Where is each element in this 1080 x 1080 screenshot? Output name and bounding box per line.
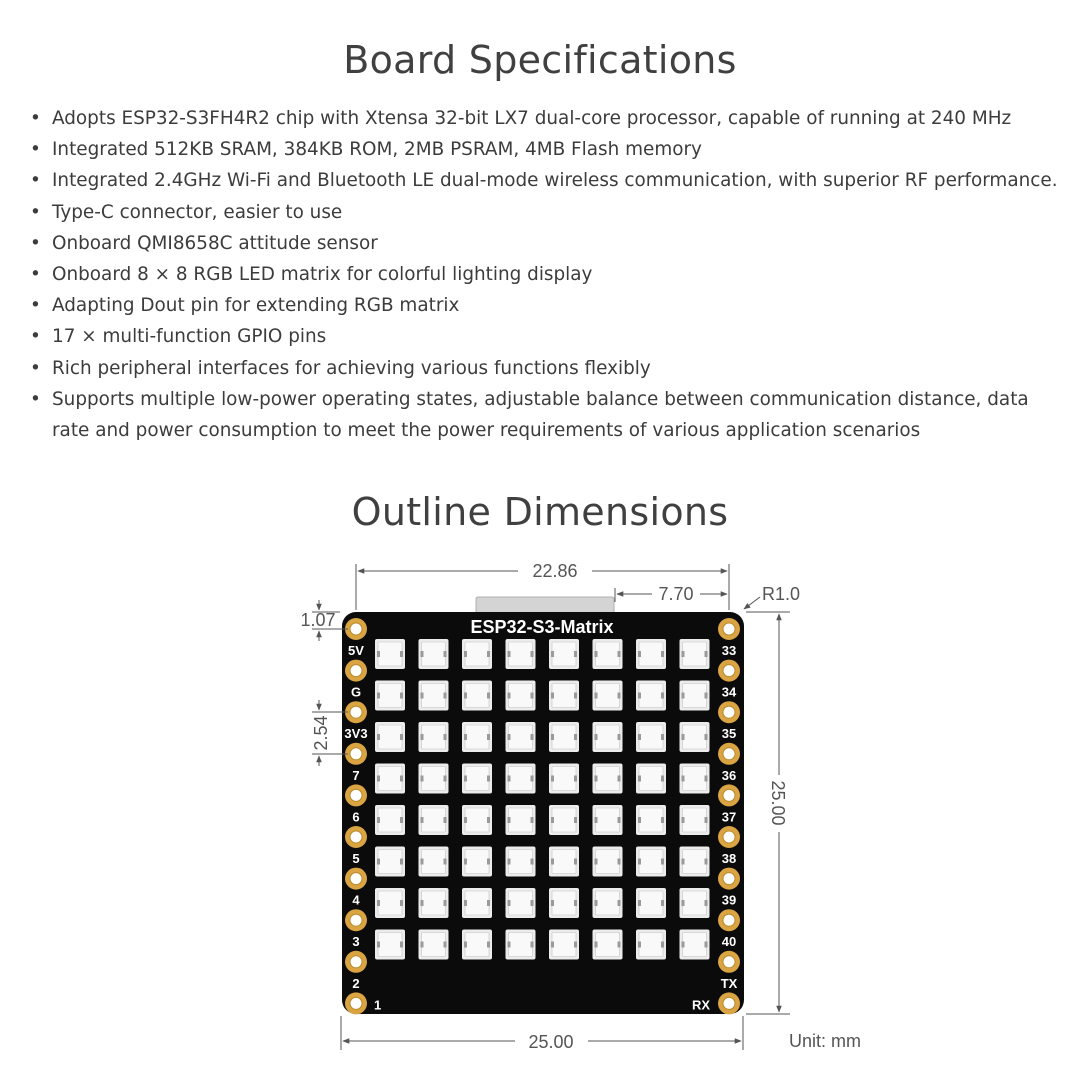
pin-label: 5V xyxy=(348,643,364,658)
rgb-led xyxy=(419,764,449,794)
dim-bottom-width: 25.00 xyxy=(528,1032,574,1052)
rgb-led xyxy=(506,764,536,794)
section-title-outline-dimensions: Outline Dimensions xyxy=(351,490,729,534)
rgb-led xyxy=(375,639,405,669)
rgb-led xyxy=(593,847,623,877)
rgb-led xyxy=(636,722,666,752)
pin-label: 3 xyxy=(352,934,360,950)
rgb-led xyxy=(506,930,536,960)
dim-pin-pitch: 2.54 xyxy=(311,715,331,751)
rgb-led xyxy=(593,639,623,669)
rgb-led xyxy=(419,722,449,752)
pin-label: RX xyxy=(691,997,710,1013)
rgb-led xyxy=(462,888,492,918)
rgb-led xyxy=(419,805,449,835)
rgb-led xyxy=(593,681,623,711)
pin-label: 36 xyxy=(721,767,737,783)
rgb-led xyxy=(636,930,666,960)
rgb-led xyxy=(680,722,710,752)
usb-c-connector xyxy=(476,597,614,613)
rgb-led xyxy=(506,722,536,752)
rgb-led xyxy=(506,639,536,669)
spec-list xyxy=(30,103,1060,446)
pin-label: TX xyxy=(720,975,738,991)
spec-item: • Rich peripheral interfaces for achieving various functions flexibly xyxy=(30,353,1060,384)
pin-label: 4 xyxy=(352,892,360,908)
rgb-led xyxy=(375,805,405,835)
pin-label: 1 xyxy=(374,997,382,1013)
rgb-led xyxy=(636,888,666,918)
rgb-led xyxy=(636,847,666,877)
rgb-led xyxy=(375,847,405,877)
board-name: ESP32-S3-Matrix xyxy=(470,617,614,637)
rgb-led xyxy=(375,681,405,711)
spec-item: • Integrated 2.4GHz Wi-Fi and Bluetooth LE dual-mode wireless communication, with superior RF performance. xyxy=(30,165,1060,196)
pin-label: 3V3 xyxy=(344,726,368,742)
dim-top-width: 22.86 xyxy=(532,561,578,581)
spec-item: • Supports multiple low-power operating states, adjustable balance between communication distance, data rate and power consumption to meet the power requirements of various application scenarios xyxy=(30,384,1060,446)
rgb-led xyxy=(549,764,579,794)
rgb-led xyxy=(506,805,536,835)
pin-label: 5 xyxy=(352,851,360,866)
rgb-led xyxy=(462,722,492,752)
spec-item: • Adopts ESP32-S3FH4R2 chip with Xtensa 32-bit LX7 dual-core processor, capable of running at 240 MHz xyxy=(30,103,1060,134)
rgb-led xyxy=(549,681,579,711)
rgb-led xyxy=(549,888,579,918)
pin-label: G xyxy=(350,684,362,700)
rgb-led xyxy=(462,805,492,835)
rgb-led xyxy=(549,639,579,669)
rgb-led xyxy=(593,764,623,794)
rgb-led xyxy=(636,805,666,835)
pin-label: 35 xyxy=(721,726,737,742)
rgb-led xyxy=(419,930,449,960)
spec-item: • Onboard QMI8658C attitude sensor xyxy=(30,228,1060,259)
rgb-led xyxy=(462,764,492,794)
pin-label: 39 xyxy=(721,892,737,908)
rgb-led xyxy=(680,639,710,669)
rgb-led xyxy=(462,681,492,711)
spec-item: • 17 × multi-function GPIO pins xyxy=(30,321,1060,352)
pin-label: 40 xyxy=(721,934,737,950)
pin-label: 2 xyxy=(352,975,360,991)
spec-item: • Integrated 512KB SRAM, 384KB ROM, 2MB PSRAM, 4MB Flash memory xyxy=(30,134,1060,165)
outline-dimensions-diagram xyxy=(0,540,1080,1080)
pin-label: 37 xyxy=(721,809,737,825)
rgb-led xyxy=(549,805,579,835)
unit-label: Unit: mm xyxy=(789,1031,861,1051)
rgb-led xyxy=(506,888,536,918)
rgb-led xyxy=(462,639,492,669)
dim-connector-offset: 7.70 xyxy=(658,584,694,604)
rgb-led xyxy=(419,847,449,877)
dim-top-margin: 1.07 xyxy=(300,610,336,630)
rgb-led xyxy=(593,930,623,960)
rgb-led xyxy=(375,888,405,918)
rgb-led xyxy=(506,847,536,877)
pin-label: 7 xyxy=(352,767,360,783)
rgb-led xyxy=(636,639,666,669)
rgb-led xyxy=(506,681,536,711)
rgb-led xyxy=(636,764,666,794)
rgb-led xyxy=(375,764,405,794)
dim-corner-radius: R1.0 xyxy=(762,584,801,604)
spec-item: • Adapting Dout pin for extending RGB matrix xyxy=(30,290,1060,321)
rgb-led xyxy=(680,847,710,877)
rgb-led xyxy=(549,722,579,752)
rgb-led xyxy=(593,888,623,918)
dim-height: 25.00 xyxy=(768,780,788,826)
rgb-led xyxy=(375,930,405,960)
rgb-led xyxy=(680,888,710,918)
rgb-led xyxy=(419,681,449,711)
spec-item: • Onboard 8 × 8 RGB LED matrix for colorful lighting display xyxy=(30,259,1060,290)
rgb-led xyxy=(636,681,666,711)
rgb-led xyxy=(680,805,710,835)
rgb-led xyxy=(549,847,579,877)
rgb-led xyxy=(680,764,710,794)
rgb-led xyxy=(680,930,710,960)
pin-label: 38 xyxy=(721,851,737,866)
rgb-led xyxy=(462,930,492,960)
rgb-led xyxy=(419,888,449,918)
rgb-led xyxy=(549,930,579,960)
section-title-board-specifications: Board Specifications xyxy=(343,38,737,82)
pin-label: 33 xyxy=(721,643,737,658)
rgb-led xyxy=(680,681,710,711)
pin-label: 34 xyxy=(721,684,737,700)
rgb-led xyxy=(593,722,623,752)
pin-label: 6 xyxy=(352,809,360,825)
rgb-led xyxy=(593,805,623,835)
rgb-led xyxy=(419,639,449,669)
spec-item: • Type-C connector, easier to use xyxy=(30,197,1060,228)
rgb-led xyxy=(375,722,405,752)
rgb-led xyxy=(462,847,492,877)
